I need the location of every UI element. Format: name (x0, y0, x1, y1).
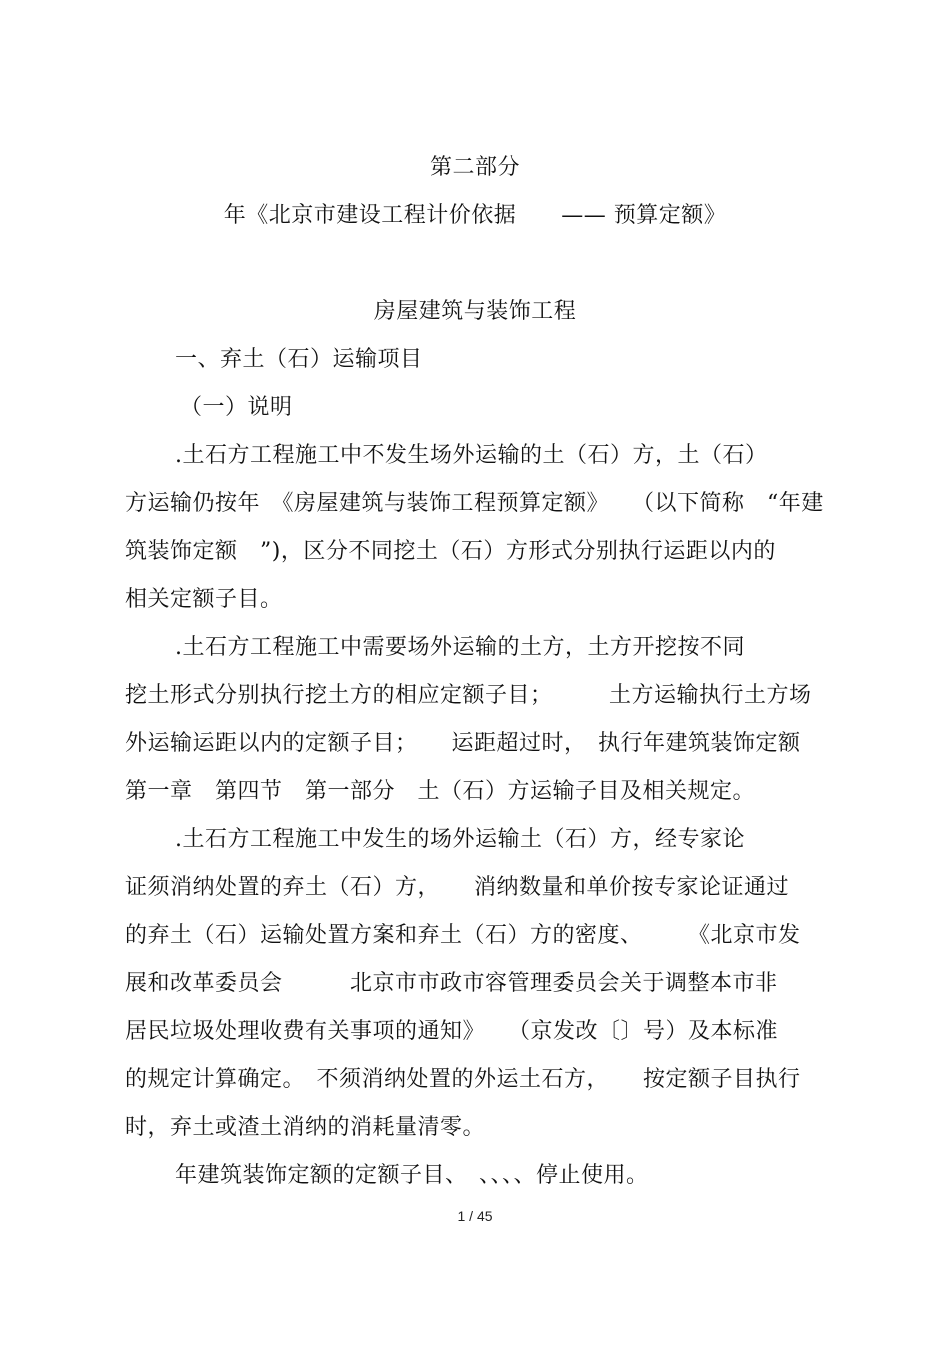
paragraph-2-line-1: .土石方工程施工中需要场外运输的土方，土方开挖按不同 (175, 635, 745, 660)
paragraph-4-line-1: 年建筑装饰定额的定额子目、 、、、、停止使用。 (175, 1163, 649, 1188)
paragraph-1-line-3: 筑装饰定额 ”)，区分不同挖土（石）方形式分别执行运距以内的 (125, 539, 776, 564)
paragraph-2-line-4: 第一章 第四节 第一部分 土（石）方运输子目及相关规定。 (125, 779, 756, 804)
part-heading: 第二部分 (429, 155, 520, 180)
section-subheading: （一）说明 (180, 395, 293, 420)
paragraph-3-line-6: 的规定计算确定。 不须消纳处置的外运土石方， 按定额子目执行 (125, 1067, 801, 1092)
section-heading: 一、弃土（石）运输项目 (175, 347, 423, 372)
paragraph-3-line-2: 证须消纳处置的弃土（石）方， 消纳数量和单价按专家论证通过 (125, 875, 790, 900)
paragraph-3-line-7: 时，弃土或渣土消纳的消耗量清零。 (125, 1115, 486, 1140)
paragraph-2-line-3: 外运输运距以内的定额子目； 运距超过时， 执行年建筑装饰定额 (125, 731, 801, 756)
paragraph-1-line-2: 方运输仍按年 《房屋建筑与装饰工程预算定额》 （以下简称 “年建 (125, 491, 824, 516)
paragraph-3-line-1: .土石方工程施工中发生的场外运输土（石）方，经专家论 (175, 827, 745, 852)
paragraph-3-line-4: 展和改革委员会 北京市市政市容管理委员会关于调整本市非 (125, 971, 778, 996)
document-subtitle: 房屋建筑与装饰工程 (373, 299, 577, 324)
document-title: 年《北京市建设工程计价依据 —— 预算定额》 (223, 203, 727, 228)
paragraph-1-line-1: .土石方工程施工中不发生场外运输的土（石）方，土（石） (175, 443, 768, 468)
paragraph-3-line-3: 的弃土（石）运输处置方案和弃土（石）方的密度、 《北京市发 (125, 923, 801, 948)
page-number: 1 / 45 (457, 1208, 493, 1224)
paragraph-1-line-4: 相关定额子目。 (125, 587, 283, 612)
paragraph-2-line-2: 挖土形式分别执行挖土方的相应定额子目； 土方运输执行土方场 (125, 683, 812, 708)
paragraph-3-line-5: 居民垃圾处理收费有关事项的通知》 （京发改〔〕号）及本标准 (125, 1019, 779, 1044)
